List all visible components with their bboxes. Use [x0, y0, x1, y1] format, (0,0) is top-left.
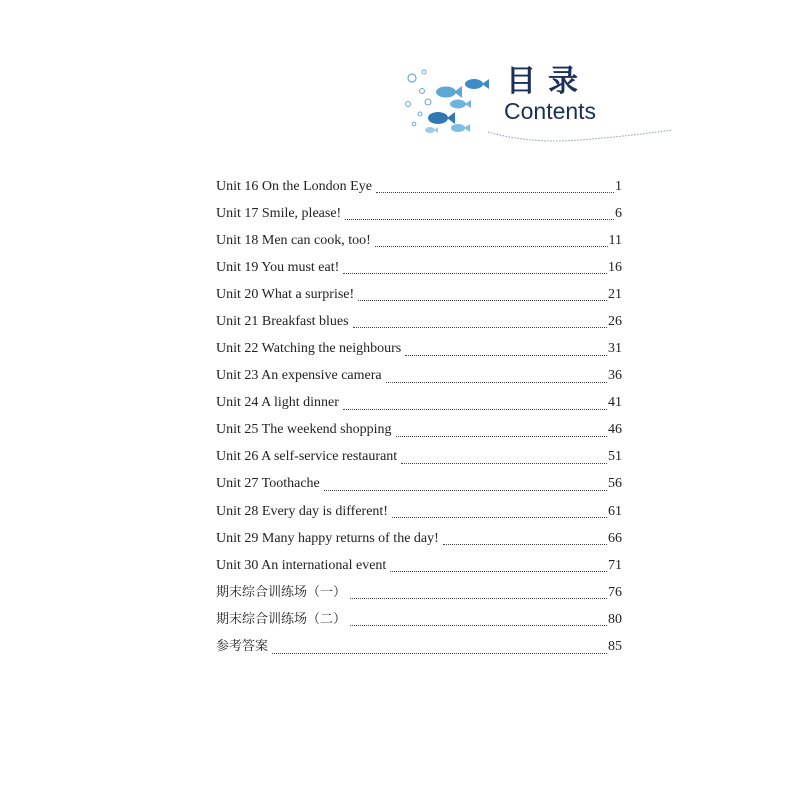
- toc-entry[interactable]: [216, 227, 622, 254]
- toc-dot-leader: [405, 349, 607, 356]
- toc-entry-page: 26: [608, 313, 622, 329]
- toc-entry[interactable]: [216, 308, 622, 335]
- fish-icon: [450, 100, 471, 109]
- toc-dot-leader: [376, 186, 614, 193]
- toc-entry-page: 11: [608, 232, 622, 248]
- toc-dot-leader: [350, 619, 607, 626]
- fish-icon: [451, 124, 470, 132]
- fish-icon: [428, 112, 455, 124]
- toc-dot-leader: [392, 511, 607, 518]
- toc-entry-page: 21: [608, 286, 622, 302]
- toc-entry-title: Unit 22 Watching the neighbours: [216, 341, 402, 357]
- contents-title-english: Contents: [504, 98, 597, 124]
- toc-entry[interactable]: [216, 254, 622, 281]
- toc-entry-title: Unit 30 An international event: [216, 557, 387, 573]
- toc-entry-page: 76: [608, 584, 622, 600]
- toc-entry[interactable]: [216, 363, 622, 390]
- toc-dot-leader: [272, 647, 607, 654]
- toc-entry-page: 56: [608, 476, 622, 492]
- toc-entry-page: 71: [608, 557, 622, 573]
- toc-entry[interactable]: [216, 579, 622, 606]
- toc-dot-leader: [350, 592, 607, 599]
- toc-entry-page: 66: [608, 530, 622, 546]
- toc-dot-leader: [343, 267, 607, 274]
- toc-entry-title: Unit 19 You must eat!: [216, 259, 340, 275]
- toc-dot-leader: [443, 538, 607, 545]
- toc-entry-title: Unit 23 An expensive camera: [216, 368, 382, 384]
- toc-entry-page: 6: [615, 205, 622, 221]
- toc-entry[interactable]: [216, 634, 622, 661]
- toc-entry-title: Unit 27 Toothache: [216, 476, 320, 492]
- toc-entry[interactable]: [216, 525, 622, 552]
- toc-dot-leader: [375, 240, 608, 247]
- fish-icon: [465, 79, 489, 89]
- toc-entry-page: 41: [608, 395, 622, 411]
- toc-entry[interactable]: [216, 281, 622, 308]
- toc-entry-page: 46: [608, 422, 622, 438]
- toc-entry[interactable]: [216, 498, 622, 525]
- toc-dot-leader: [396, 430, 608, 437]
- toc-dot-leader: [386, 376, 607, 383]
- toc-entry[interactable]: [216, 390, 622, 417]
- toc-dot-leader: [353, 321, 607, 328]
- toc-entry-title: Unit 26 A self-service restaurant: [216, 449, 398, 465]
- toc-entry-title: Unit 21 Breakfast blues: [216, 313, 349, 329]
- toc-dot-leader: [324, 484, 607, 491]
- toc-entry[interactable]: [216, 200, 622, 227]
- toc-dot-leader: [345, 213, 614, 220]
- contents-header: [400, 60, 690, 150]
- toc-entry-page: 85: [608, 639, 622, 655]
- toc-dot-leader: [401, 457, 607, 464]
- fish-icon: [436, 86, 462, 98]
- toc-entry-page: 36: [608, 368, 622, 384]
- toc-entry-title: Unit 24 A light dinner: [216, 395, 339, 411]
- toc-entry[interactable]: [216, 606, 622, 633]
- toc-entry-page: 31: [608, 341, 622, 357]
- toc-entry[interactable]: [216, 444, 622, 471]
- toc-entry-title: Unit 28 Every day is different!: [216, 503, 388, 519]
- toc-entry-title: Unit 29 Many happy returns of the day!: [216, 530, 439, 546]
- toc-entry-title: 期末综合训练场（一）: [216, 584, 347, 600]
- toc-entry-page: 16: [608, 259, 622, 275]
- toc-entry-title: Unit 20 What a surprise!: [216, 286, 355, 302]
- toc-entry[interactable]: [216, 552, 622, 579]
- toc-entry-title: Unit 16 On the London Eye: [216, 178, 372, 194]
- toc-entry-title: Unit 25 The weekend shopping: [216, 422, 392, 438]
- toc-entry[interactable]: [216, 417, 622, 444]
- fish-icon: [425, 127, 438, 133]
- contents-title-chinese: 目录: [506, 64, 590, 99]
- toc-dot-leader: [358, 294, 607, 301]
- toc-entry-page: 80: [608, 611, 622, 627]
- toc-entry-title: 参考答案: [216, 639, 269, 655]
- toc-entry-title: Unit 18 Men can cook, too!: [216, 232, 371, 248]
- toc-dot-leader: [390, 565, 607, 572]
- toc-entry-page: 1: [615, 178, 622, 194]
- toc-entry-page: 51: [608, 449, 622, 465]
- toc-entry[interactable]: [216, 335, 622, 362]
- toc-entry-page: 61: [608, 503, 622, 519]
- toc-entry[interactable]: [216, 173, 622, 200]
- toc-dot-leader: [343, 403, 607, 410]
- toc-entry-title: Unit 17 Smile, please!: [216, 205, 342, 221]
- toc-entry-title: 期末综合训练场（二）: [216, 611, 347, 627]
- toc-entry[interactable]: [216, 471, 622, 498]
- table-of-contents: [216, 173, 622, 661]
